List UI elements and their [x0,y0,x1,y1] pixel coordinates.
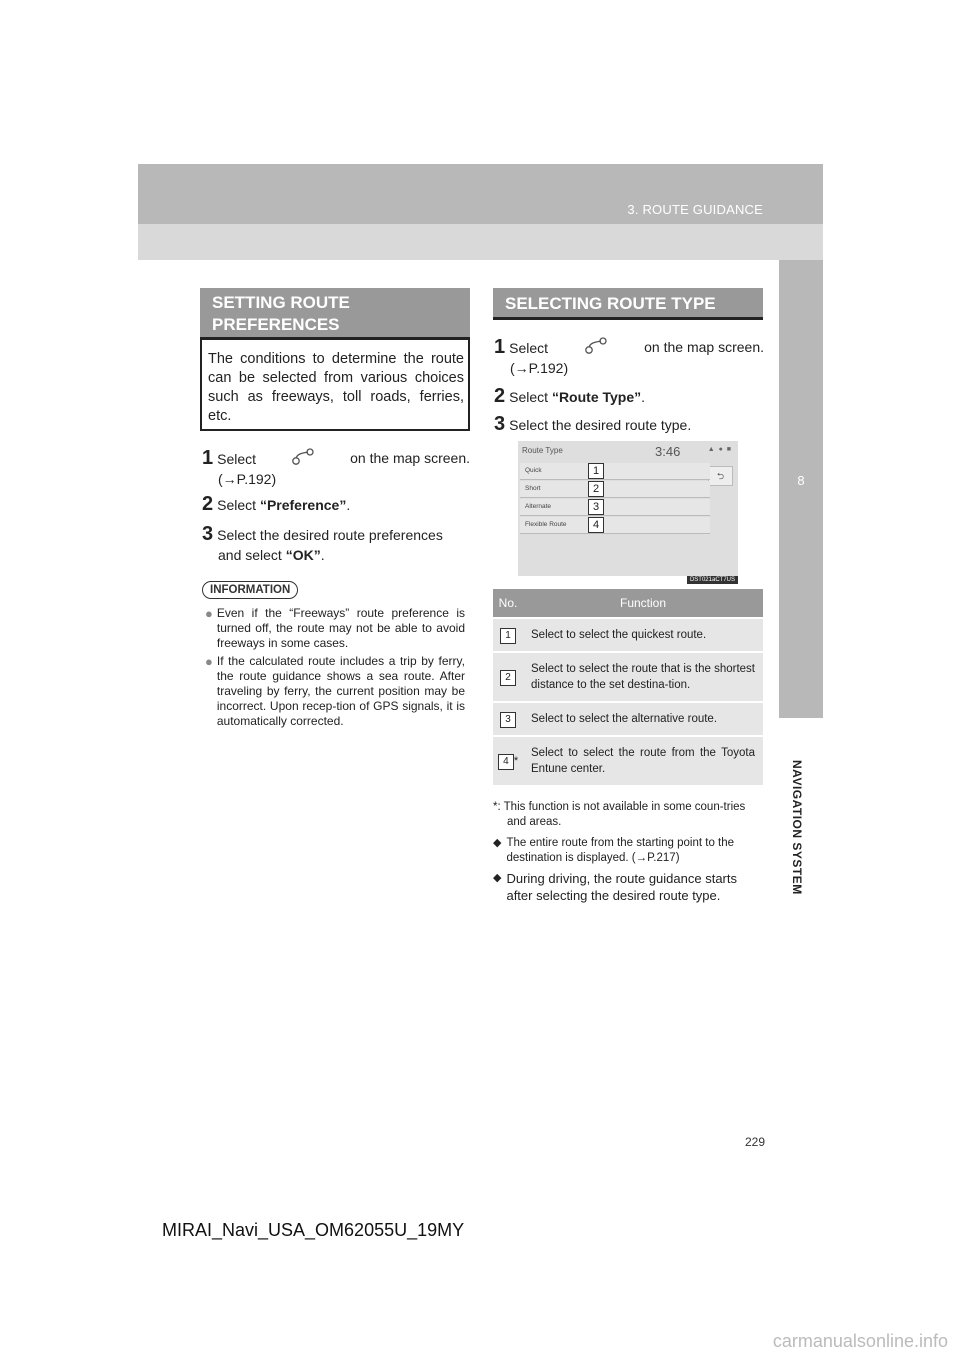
right-step-3: 3 Select the desired route type. [494,413,692,435]
diamond-icon: ◆ [493,837,502,849]
information-badge: INFORMATION [202,581,298,599]
note-bullet: ◆ During driving, the route guidance starts after selecting the desired route type. [493,871,737,903]
table-row [493,702,763,736]
information-list [205,606,465,732]
left-step-3: 3 Select the desired route preferences and select “OK”. [202,523,443,563]
section-heading-preferences: SETTING ROUTE PREFERENCES [200,288,470,340]
route-type-list [520,463,710,535]
back-button[interactable]: ⮌ [708,466,733,486]
function-text: Select to select the quickest route. [523,618,763,652]
status-icons: ▲ ● ■ [707,446,732,453]
screen-clock: 3:46 [655,444,681,459]
step-number: 1 [202,446,214,469]
table-row [493,652,763,702]
table-header-function: Function [523,589,763,618]
callout-box: 3 [588,499,604,515]
route-option-alternate[interactable]: Alternate 3 [520,499,710,516]
note-bullet: ◆ The entire route from the starting point to the destination is displayed. (→P.217) [493,837,735,864]
intro-box: The conditions to determine the route can be selected from various choices such as freeways, toll roads, ferries, etc. [200,340,470,431]
watermark: carmanualsonline.info [772,1331,948,1351]
function-table [493,589,763,785]
chapter-label: NAVIGATION SYSTEM [790,760,804,895]
bullet-icon: ● [205,606,213,621]
header-band [138,164,823,224]
page-reference-link[interactable]: →P.217 [635,852,676,864]
step-reference: (→P.192) [218,471,277,487]
information-item: ● If the calculated route includes a trip by ferry, the route guidance shows a sea route. After traveling by ferry, the current position may be incorrect. Upon recep-tion of GPS signals, it is automatically corrected. [205,654,465,728]
notes [493,800,765,908]
table-header-no: No. [493,589,523,618]
callout-box: 1 [588,463,604,479]
document-footer: MIRAI_Navi_USA_OM62055U_19MY [162,1220,465,1240]
screen-title: Route Type [522,446,563,455]
page-number: 229 [745,1135,766,1149]
section-title: 3. ROUTE GUIDANCE [627,202,763,217]
number-box: 2 [500,670,516,686]
step-reference: (→P.192) [510,360,569,376]
chapter-tab [779,260,823,718]
chapter-number: 8 [797,473,805,488]
route-option-flexible[interactable]: Flexible Route 4 [520,517,710,534]
route-option-quick[interactable]: Quick 1 [520,463,710,480]
route-menu-icon [288,447,318,469]
information-item: ● Even if the “Freeways” route preference is turned off, the route may not be able to avoid freeways in some cases. [205,606,465,650]
route-option-short[interactable]: Short 2 [520,481,710,498]
callout-box: 2 [588,481,604,497]
footnote: *: This function is not available in some coun-tries and areas. [493,801,746,828]
left-step-2: 2 Select “Preference”. [202,493,351,515]
right-step-1: 1 Select on the map screen. (→P.192) [494,335,764,376]
route-type-screen [518,441,738,583]
function-text: Select to select the route from the Toyota Entune center. [523,736,763,785]
number-box: 3 [500,712,516,728]
function-text: Select to select the alternative route. [523,702,763,736]
diamond-icon: ◆ [493,872,502,884]
right-step-2: 2 Select “Route Type”. [494,385,646,407]
function-text: Select to select the route that is the shortest distance to the set destina-tion. [523,652,763,702]
number-box: 1 [500,628,516,644]
table-row [493,618,763,652]
left-step-1: 1 Select on the map screen. (→P.192) [202,446,470,487]
bullet-icon: ● [205,654,213,669]
header-subband [138,224,823,260]
section-heading-route-type: SELECTING ROUTE TYPE [493,288,763,320]
table-row: 4 * Select to select the route from the Toyota Entune center. [493,736,763,785]
route-menu-icon [581,336,611,358]
callout-box: 4 [588,517,604,533]
image-code: DST021aCT7US [687,576,738,584]
number-box: 4 [498,754,514,770]
